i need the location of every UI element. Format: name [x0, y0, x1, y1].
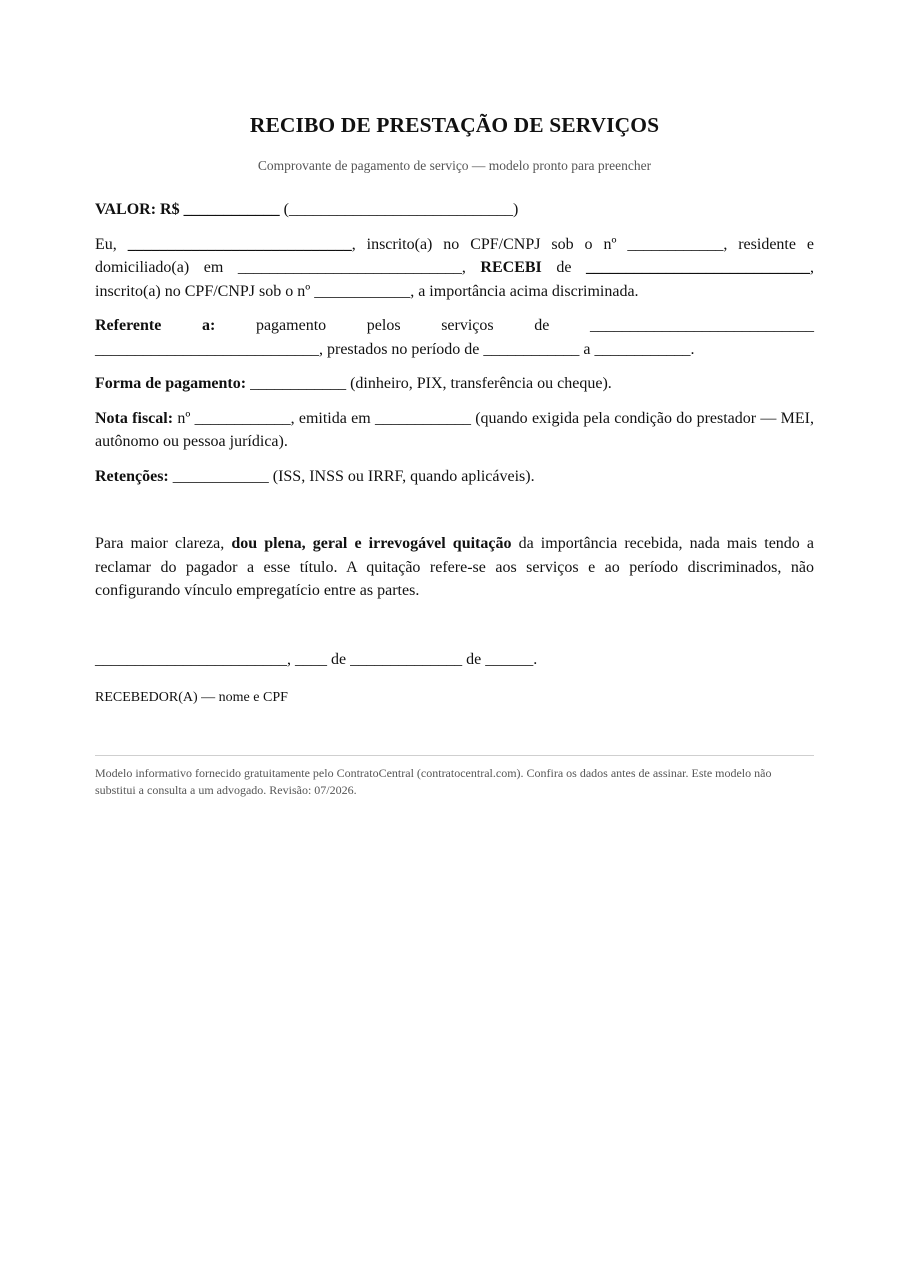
spacer: [95, 614, 814, 648]
forma-pagamento-text: ____________ (dinheiro, PIX, transferência ou cheque).: [246, 375, 612, 392]
document-title: RECIBO DE PRESTAÇÃO DE SERVIÇOS: [249, 113, 660, 137]
nota-fiscal-text: nº ____________, emitida em ____________ (quando exigida pela condição do prestador — MEI, autônomo ou pessoa jurídica).: [95, 409, 814, 450]
document-subtitle: Comprovante de pagamento de serviço — modelo pronto para preencher: [257, 158, 652, 173]
footer-divider: [95, 755, 814, 756]
retencoes-label: Retenções:: [95, 467, 169, 485]
valor-extenso: (____________________________): [279, 201, 519, 218]
nota-fiscal-paragraph: [95, 407, 814, 454]
declaracao-text-3: de: [541, 259, 587, 276]
referente-paragraph: [95, 314, 814, 361]
referente-text: pagamento pelos serviços de ____________________________ ____________________________, prestados no período de ____________ a ____________.: [95, 317, 814, 358]
local-data-line: ________________________, ____ de ______________ de ______.: [95, 650, 538, 668]
quitacao-paragraph: [95, 532, 814, 603]
document-page: [95, 110, 814, 799]
valor-line: [95, 198, 814, 222]
recebedor-signature-label: RECEBEDOR(A) — nome e CPF: [95, 690, 288, 705]
declaracao-text-1: Eu,: [95, 235, 128, 253]
forma-pagamento-paragraph: [95, 372, 814, 396]
quitacao-bold-text: dou plena, geral e irrevogável quitação: [231, 535, 512, 552]
retencoes-text: ____________ (ISS, INSS ou IRRF, quando aplicáveis).: [168, 467, 535, 485]
declaracao-text-2: , inscrito(a) no CPF/CNPJ sob o nº ____________, residente e domiciliado(a) em ____________________________,: [95, 235, 814, 276]
valor-label: VALOR: R$ ____________: [95, 201, 280, 218]
declaracao-text-4: , inscrito(a) no CPF/CNPJ sob o nº ____________, a importância acima discriminada.: [95, 259, 815, 300]
pagador-name-blank: ____________________________: [586, 259, 811, 276]
recebedor-name-blank: ____________________________: [127, 235, 352, 253]
nota-fiscal-label: Nota fiscal:: [95, 409, 174, 427]
retencoes-paragraph: [95, 465, 814, 489]
referente-label: Referente a:: [95, 317, 216, 334]
forma-pagamento-label: Forma de pagamento:: [95, 375, 247, 392]
quitacao-text-1: Para maior clareza,: [95, 535, 232, 552]
recebi-keyword: RECEBI: [480, 259, 542, 276]
footer-note: Modelo informativo fornecido gratuitamente pelo ContratoCentral (contratocentral.com). Confira os dados antes de assinar. Este modelo não substitui a consulta a um advogado. Revisão: 07/2026.: [95, 766, 772, 797]
declaracao-paragraph: [95, 233, 814, 304]
quitacao-text-2: da importância recebida, nada mais tendo a reclamar do pagador a esse título. A quitação refere-se aos serviços e ao período discriminados, não configurando vínculo empregatício entre as partes.: [95, 535, 815, 599]
spacer: [95, 499, 814, 532]
